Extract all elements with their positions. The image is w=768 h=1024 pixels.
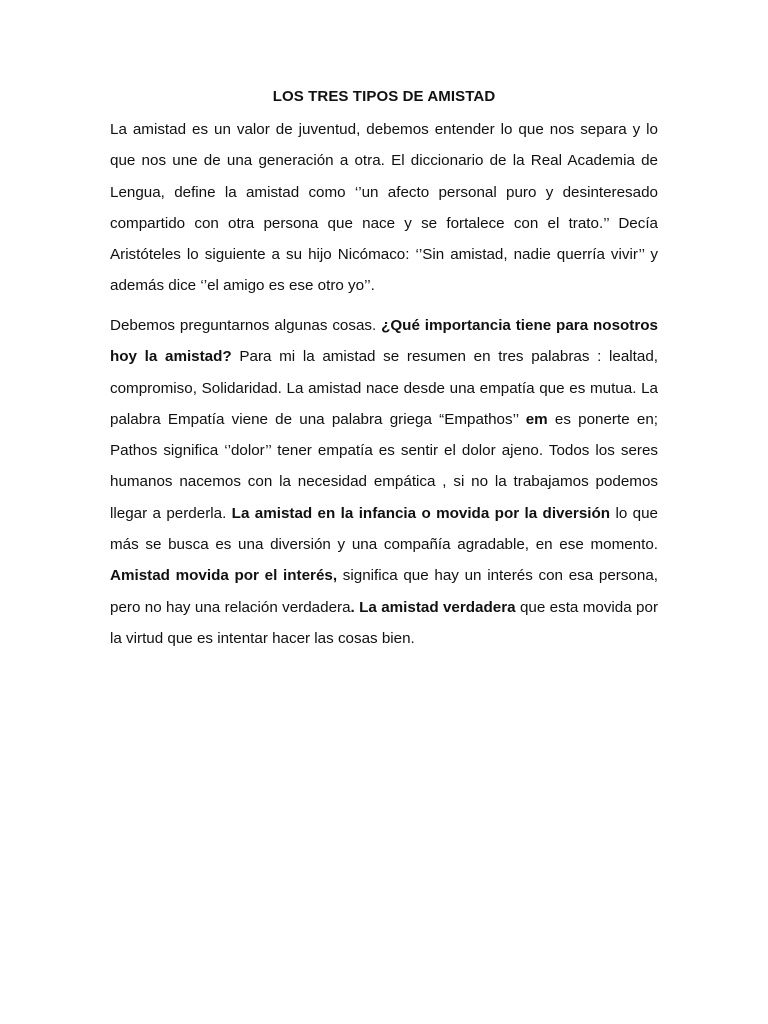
paragraph-2-text-5: significa que hay un interés con esa persona, pero no hay una relación verdadera xyxy=(110,567,658,616)
paragraph-2-bold-question: ¿Qué importancia tiene para nosotros hoy la amistad? xyxy=(110,317,658,366)
paragraph-2-bold-verdadera: . La amistad verdadera xyxy=(350,598,516,616)
paragraph-2-text-3: es ponerte en; Pathos significa ‘’dolor’’ tener empatía es sentir el dolor ajeno. Todos los seres humanos nacemos con la necesidad empática , si no la trabajamos podemos llegar a perderla. xyxy=(110,410,658,522)
paragraph-2 xyxy=(110,310,658,654)
document-title: LOS TRES TIPOS DE AMISTAD xyxy=(272,88,496,105)
paragraph-2-bold-interes: Amistad movida por el interés, xyxy=(110,567,338,585)
paragraph-2-text-1: Debemos preguntarnos algunas cosas. xyxy=(110,317,382,334)
paragraph-2-bold-infancia: La amistad en la infancia o movida por la diversión xyxy=(231,504,611,522)
paragraph-2-text-6: que esta movida por la virtud que es intentar hacer las cosas bien. xyxy=(110,598,658,647)
paragraph-2-text-2: Para mi la amistad se resumen en tres palabras : lealtad, compromiso, Solidaridad. La amistad nace desde una empatía que es mutua. La palabra Empatía viene de una palabra griega “Empathos’’ xyxy=(110,348,658,428)
paragraph-1: La amistad es un valor de juventud, debemos entender lo que nos separa y lo que nos une de una generación a otra. El diccionario de la Real Academia de Lengua, define la amistad como ‘’un afecto personal puro y desinteresado compartido con otra persona que nace y se fortalece con el trato.’’ Decía Aristóteles lo siguiente a su hijo Nicómaco: ‘’Sin amistad, nadie querría vivir’’ y además dice ‘’el amigo es ese otro yo’’. xyxy=(110,121,658,295)
paragraph-2-bold-em: em xyxy=(525,410,548,428)
paragraph-2-text-4: lo que más se busca es una diversión y una compañía agradable, en ese momento. xyxy=(110,504,658,554)
